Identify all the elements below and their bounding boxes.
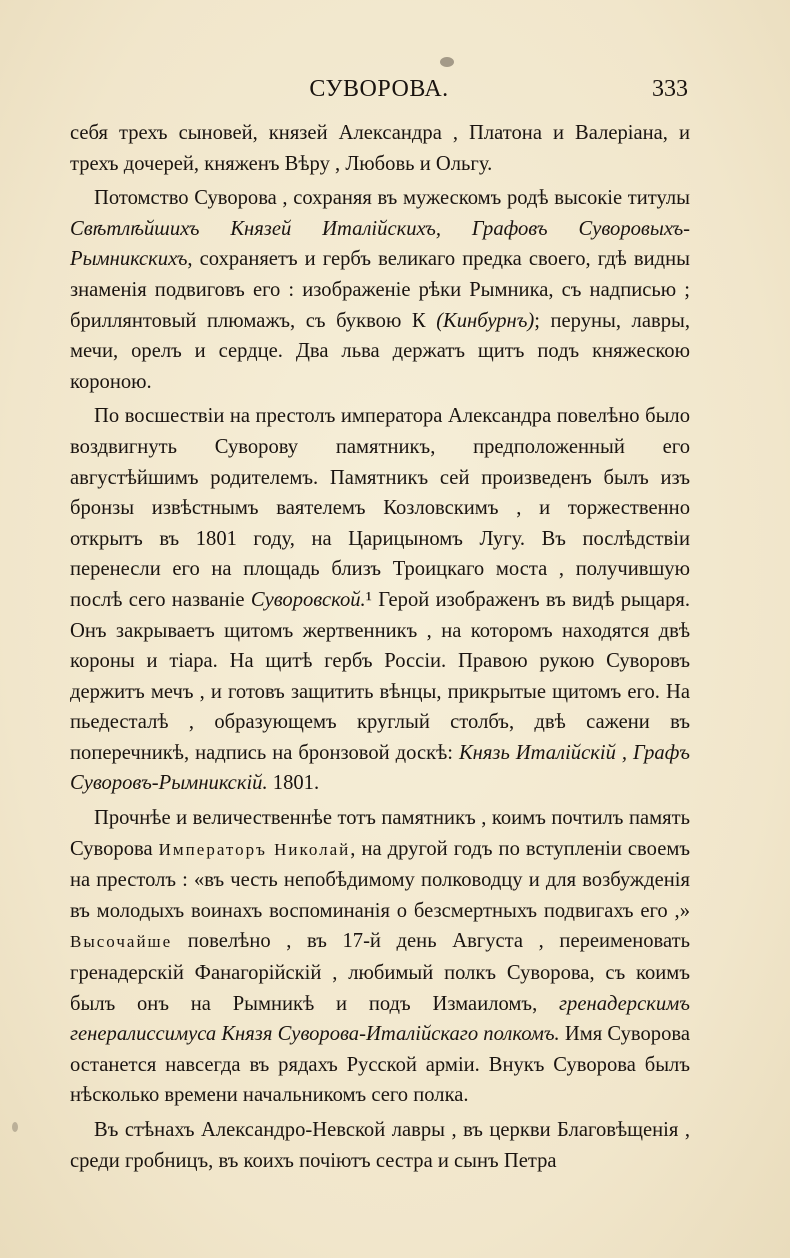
paragraph-p3 <box>70 401 690 799</box>
text-run: повелѣно , въ 17-й день Августа , переименовать гренадерскій Фанагорійскій , любимый полкъ Суворова, съ коимъ былъ онъ на Рымникѣ и подъ Измаиломъ, <box>70 930 690 1015</box>
italic-run: Свѣтлѣйшихъ Князей Италійскихъ, Графовъ Суворовыхъ-Рымникскихъ <box>70 217 690 271</box>
page-header <box>70 76 688 106</box>
text-run: По восшествіи на престолъ императора Александра повелѣно было воздвигнуть Суворову памятникъ, предположенный его августѣйшимъ родителемъ. Памятникъ сей произведенъ былъ изъ бронзы извѣстнымъ ваятелемъ Козловскимъ , и торжественно открытъ въ 1801 году, на Царицыномъ Лугу. Въ послѣдствіи перенесли его на площадь близъ Троицкаго моста , получившую послѣ сего названіе <box>70 405 690 611</box>
italic-run: Князь Италійскій , Графъ Суворовъ-Рымникскій. <box>70 741 690 795</box>
text-run: Прочнѣе и величественнѣе тотъ памятникъ , коимъ почтилъ память Суворова <box>70 807 690 860</box>
paragraph-p5 <box>70 1115 690 1176</box>
running-head: СУВОРОВА. <box>309 76 449 102</box>
spaced-run: Высочайше <box>70 932 173 952</box>
text-run: ; перуны, лавры, мечи, орелъ и сердце. Два льва держатъ щитъ подъ княжескою короною. <box>70 309 690 393</box>
text-run: себя трехъ сыновей, князей Александра , Платона и Валеріана, и трехъ дочерей, княженъ Вѣру , Любовь и Ольгу. <box>70 122 690 175</box>
text-run: , на другой годъ по вступленіи своемъ на престолъ : «въ честь непобѣдимому полководцу и для возбужденія въ молодыхъ воинахъ воспоминанія о безсмертныхъ подвигахъ его ,» <box>70 837 691 922</box>
text-run: 1801. <box>267 772 320 795</box>
italic-run: (Кинбурнъ) <box>436 309 535 332</box>
page-number: 333 <box>652 76 688 102</box>
text-run: Потомство Суворова , сохраняя въ мужескомъ родѣ высокіе титулы <box>94 187 690 210</box>
text-run: Имя Суворова останется навсегда въ рядахъ Русской арміи. Внукъ Суворова былъ нѣсколько времени начальникомъ сего полка. <box>70 1023 690 1107</box>
body-text <box>70 118 690 1180</box>
paragraph-p1 <box>70 118 690 179</box>
text-run: ¹ Герой изображенъ въ видѣ рыцаря. Онъ закрываетъ щитомъ жертвенникъ , на которомъ находятся двѣ короны и тіара. На щитѣ гербъ Россіи. Правою рукою Суворовъ держитъ мечъ , и готовъ защитить вѣнцы, прикрытые щитомъ его. На пьедесталѣ , образующемъ круглый столбъ, двѣ сажени въ поперечникѣ, надпись на бронзовой доскѣ: <box>70 588 690 764</box>
paragraph-p4 <box>70 803 690 1111</box>
spaced-run: Императоръ Николай <box>158 839 351 859</box>
ink-ornament-icon <box>440 57 454 67</box>
italic-run: Суворовской. <box>250 588 366 611</box>
italic-run: гренадерскимъ генералиссимуса Князя Суворова-Италійскаго полкомъ. <box>70 992 690 1046</box>
text-run: Въ стѣнахъ Александро-Невской лавры , въ церкви Благовѣщенія , среди гробницъ, въ коихъ почіютъ сестра и сынъ Петра <box>70 1119 690 1172</box>
text-run: , сохраняетъ и гербъ великаго предка своего, гдѣ видны знаменія подвиговъ его : изображеніе рѣки Рымника, съ надписью ; бриллянтовый плюмажъ, съ буквою К <box>70 248 690 332</box>
ink-blot-icon <box>12 1122 18 1132</box>
paragraph-p2 <box>70 183 690 397</box>
